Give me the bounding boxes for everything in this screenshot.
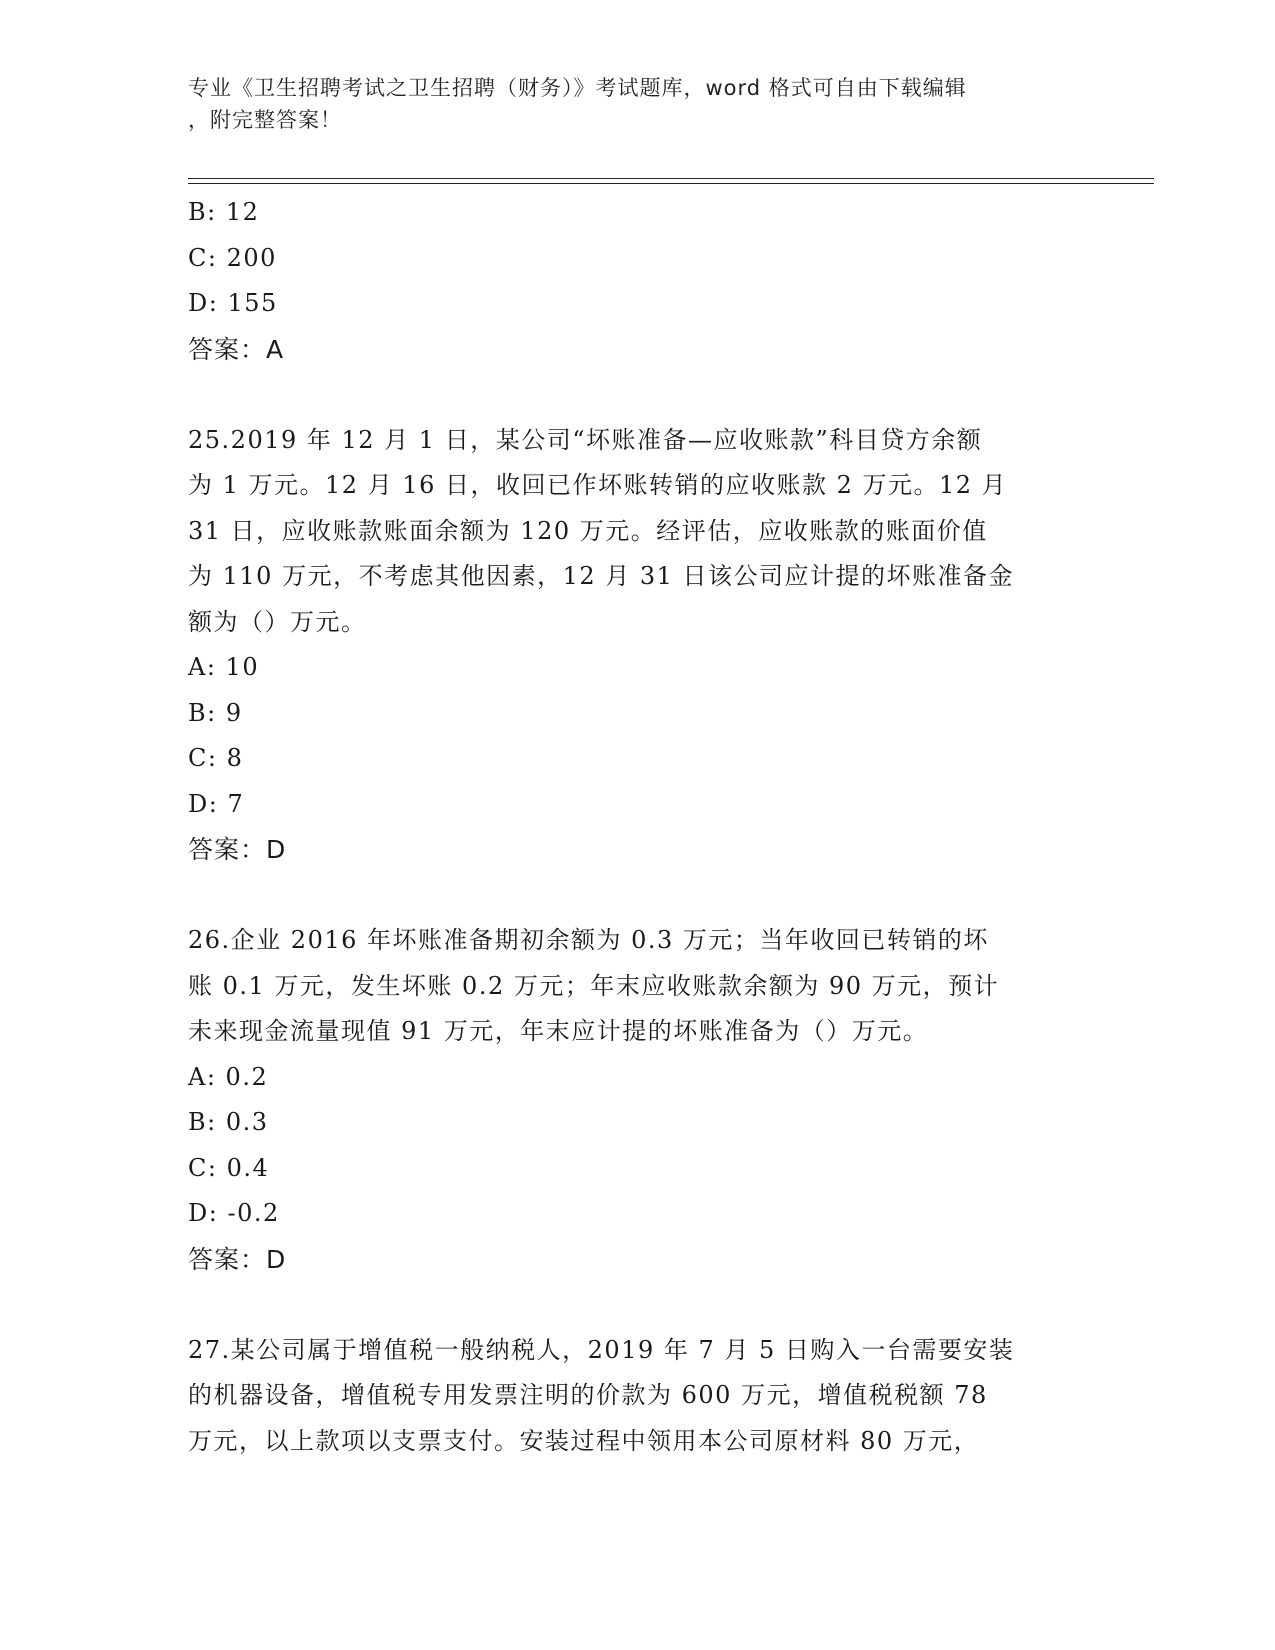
header-line-2: ，附完整答案！ [188, 108, 342, 132]
spacer [188, 873, 1088, 919]
question-25-line: 25.2019 年 12 月 1 日，某公司“坏账准备—应收账款”科目贷方余额 [188, 425, 983, 454]
answer-line: 答案：D [188, 835, 287, 864]
question-25-line: 额为（）万元。 [188, 607, 367, 636]
question-26-line: 账 0.1 万元，发生坏账 0.2 万元；年末应收账款余额为 90 万元，预计 [188, 971, 1000, 1000]
question-26-line: 未来现金流量现值 91 万元，年末应计提的坏账准备为（）万元。 [188, 1017, 929, 1045]
option-a: A: 0.2 [188, 1062, 269, 1091]
answer-line: 答案：A [188, 334, 285, 364]
header-rule-bottom [188, 183, 1154, 184]
option-a: A: 10 [188, 653, 260, 681]
spacer [188, 372, 1088, 418]
question-25-line: 为 110 万元，不考虑其他因素，12 月 31 日该公司应计提的坏账准备金 [188, 562, 1015, 590]
option-b: B: 0.3 [188, 1108, 269, 1136]
spacer [188, 1282, 1088, 1328]
document-header [188, 72, 1068, 136]
option-b: B: 9 [188, 698, 243, 727]
question-25-line: 31 日，应收账款账面余额为 120 万元。经评估，应收账款的账面价值 [188, 516, 988, 545]
question-27-line: 27.某公司属于增值税一般纳税人，2019 年 7 月 5 日购入一台需要安装 [188, 1335, 1015, 1364]
option-d: D: 7 [188, 789, 245, 818]
option-d: D: -0.2 [188, 1199, 280, 1227]
option-d: D: 155 [188, 289, 278, 317]
option-c: C: 0.4 [188, 1153, 270, 1182]
question-27-line: 万元，以上款项以支票支付。安装过程中领用本公司原材料 80 万元， [188, 1426, 980, 1455]
answer-line: 答案：D [188, 1244, 287, 1274]
question-26-line: 26.企业 2016 年坏账准备期初余额为 0.3 万元；当年收回已转销的坏 [188, 926, 989, 954]
header-line-1: 专业《卫生招聘考试之卫生招聘（财务）》考试题库，word 格式可自由下载编辑 [188, 76, 967, 100]
option-c: C: 8 [188, 744, 244, 772]
question-25-line: 为 1 万元。12 月 16 日，收回已作坏账转销的应收账款 2 万元。12 月 [188, 471, 1008, 499]
option-b: B: 12 [188, 198, 260, 226]
document-body [188, 190, 1088, 1464]
question-27-line: 的机器设备，增值税专用发票注明的价款为 600 万元，增值税税额 78 [188, 1381, 988, 1409]
header-rule-top [188, 178, 1154, 179]
option-c: C: 200 [188, 243, 277, 272]
